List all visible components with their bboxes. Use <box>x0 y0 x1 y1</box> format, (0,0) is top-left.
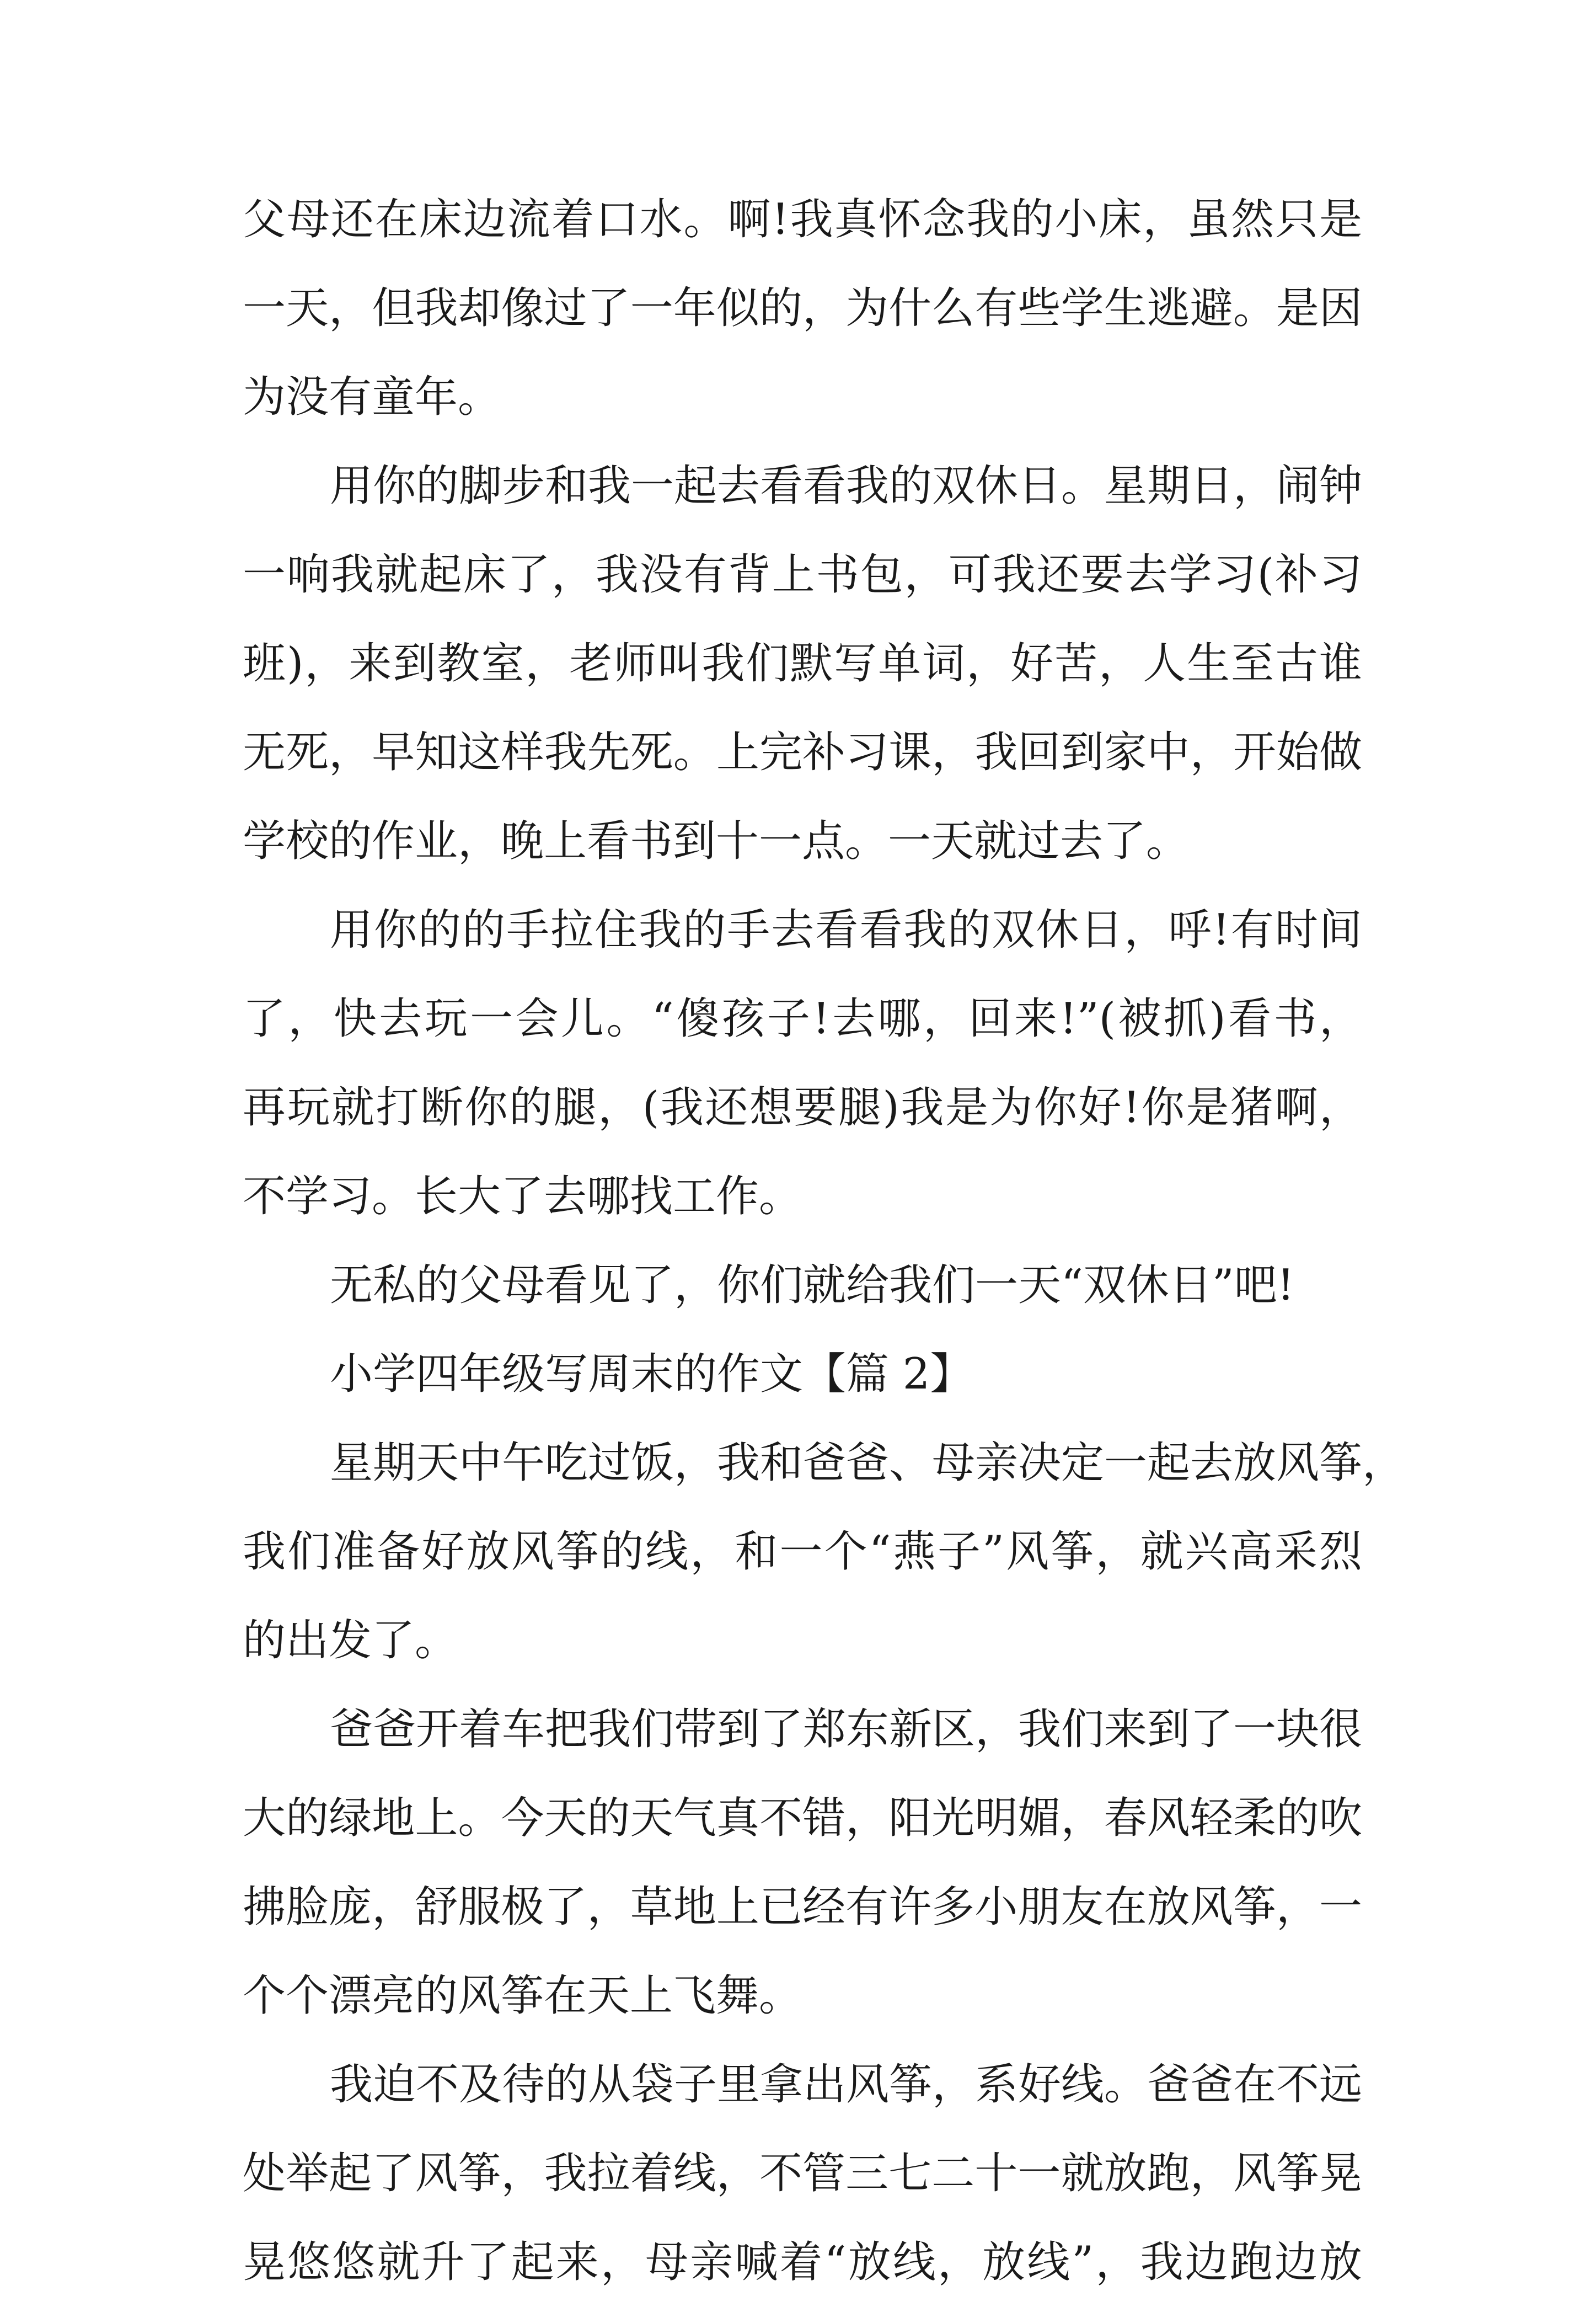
section-heading: 小学四年级写周末的作文【篇 2】 <box>330 1349 973 1399</box>
document-body <box>243 175 1406 2307</box>
text-line: 用你的的手拉住我的手去看看我的双休日，呼!有时间 <box>330 905 1362 955</box>
text-line: 无死，早知这样我先死。上完补习课，我回到家中，开始做 <box>243 728 1362 777</box>
text-line: 用你的脚步和我一起去看看我的双休日。星期日，闹钟 <box>330 461 1363 511</box>
text-line: 一响我就起床了，我没有背上书包，可我还要去学习(补习 <box>243 550 1362 600</box>
text-line: 我迫不及待的从袋子里拿出风筝，系好线。爸爸在不远 <box>330 2060 1363 2110</box>
text-line: 处举起了风筝，我拉着线，不管三七二十一就放跑，风筝晃 <box>243 2149 1362 2198</box>
text-line: 为没有童年。 <box>243 372 501 422</box>
text-line: 晃悠悠就升了起来，母亲喊着“放线，放线”，我边跑边放 <box>243 2237 1362 2287</box>
text-line: 的出发了。 <box>243 1616 458 1665</box>
text-line: 爸爸开着车把我们带到了郑东新区，我们来到了一块很 <box>330 1705 1363 1754</box>
text-line: 我们准备好放风筝的线，和一个“燕子”风筝，就兴高采烈 <box>243 1527 1362 1577</box>
text-line: 个个漂亮的风筝在天上飞舞。 <box>243 1971 802 2021</box>
text-line: 班)，来到教室，老师叫我们默写单词，好苦，人生至古谁 <box>243 639 1362 688</box>
text-line: 了，快去玩一会儿。“傻孩子!去哪，回来!”(被抓)看书， <box>243 994 1362 1044</box>
text-line: 拂脸庞，舒服极了，草地上已经有许多小朋友在放风筝，一 <box>243 1882 1362 1932</box>
text-line: 一天，但我却像过了一年似的，为什么有些学生逃避。是因 <box>243 284 1362 333</box>
text-line: 星期天中午吃过饭，我和爸爸、母亲决定一起去放风筝， <box>330 1438 1406 1488</box>
text-line: 父母还在床边流着口水。啊!我真怀念我的小床，虽然只是 <box>243 195 1362 244</box>
text-line: 无私的父母看见了，你们就给我们一天“双休日”吧! <box>330 1261 1295 1310</box>
text-line: 学校的作业，晚上看书到十一点。一天就过去了。 <box>243 816 1190 866</box>
text-line: 不学习。长大了去哪找工作。 <box>243 1172 802 1221</box>
text-line: 再玩就打断你的腿，(我还想要腿)我是为你好!你是猪啊， <box>243 1083 1362 1133</box>
text-line: 大的绿地上。今天的天气真不错，阳光明媚，春风轻柔的吹 <box>243 1793 1362 1843</box>
